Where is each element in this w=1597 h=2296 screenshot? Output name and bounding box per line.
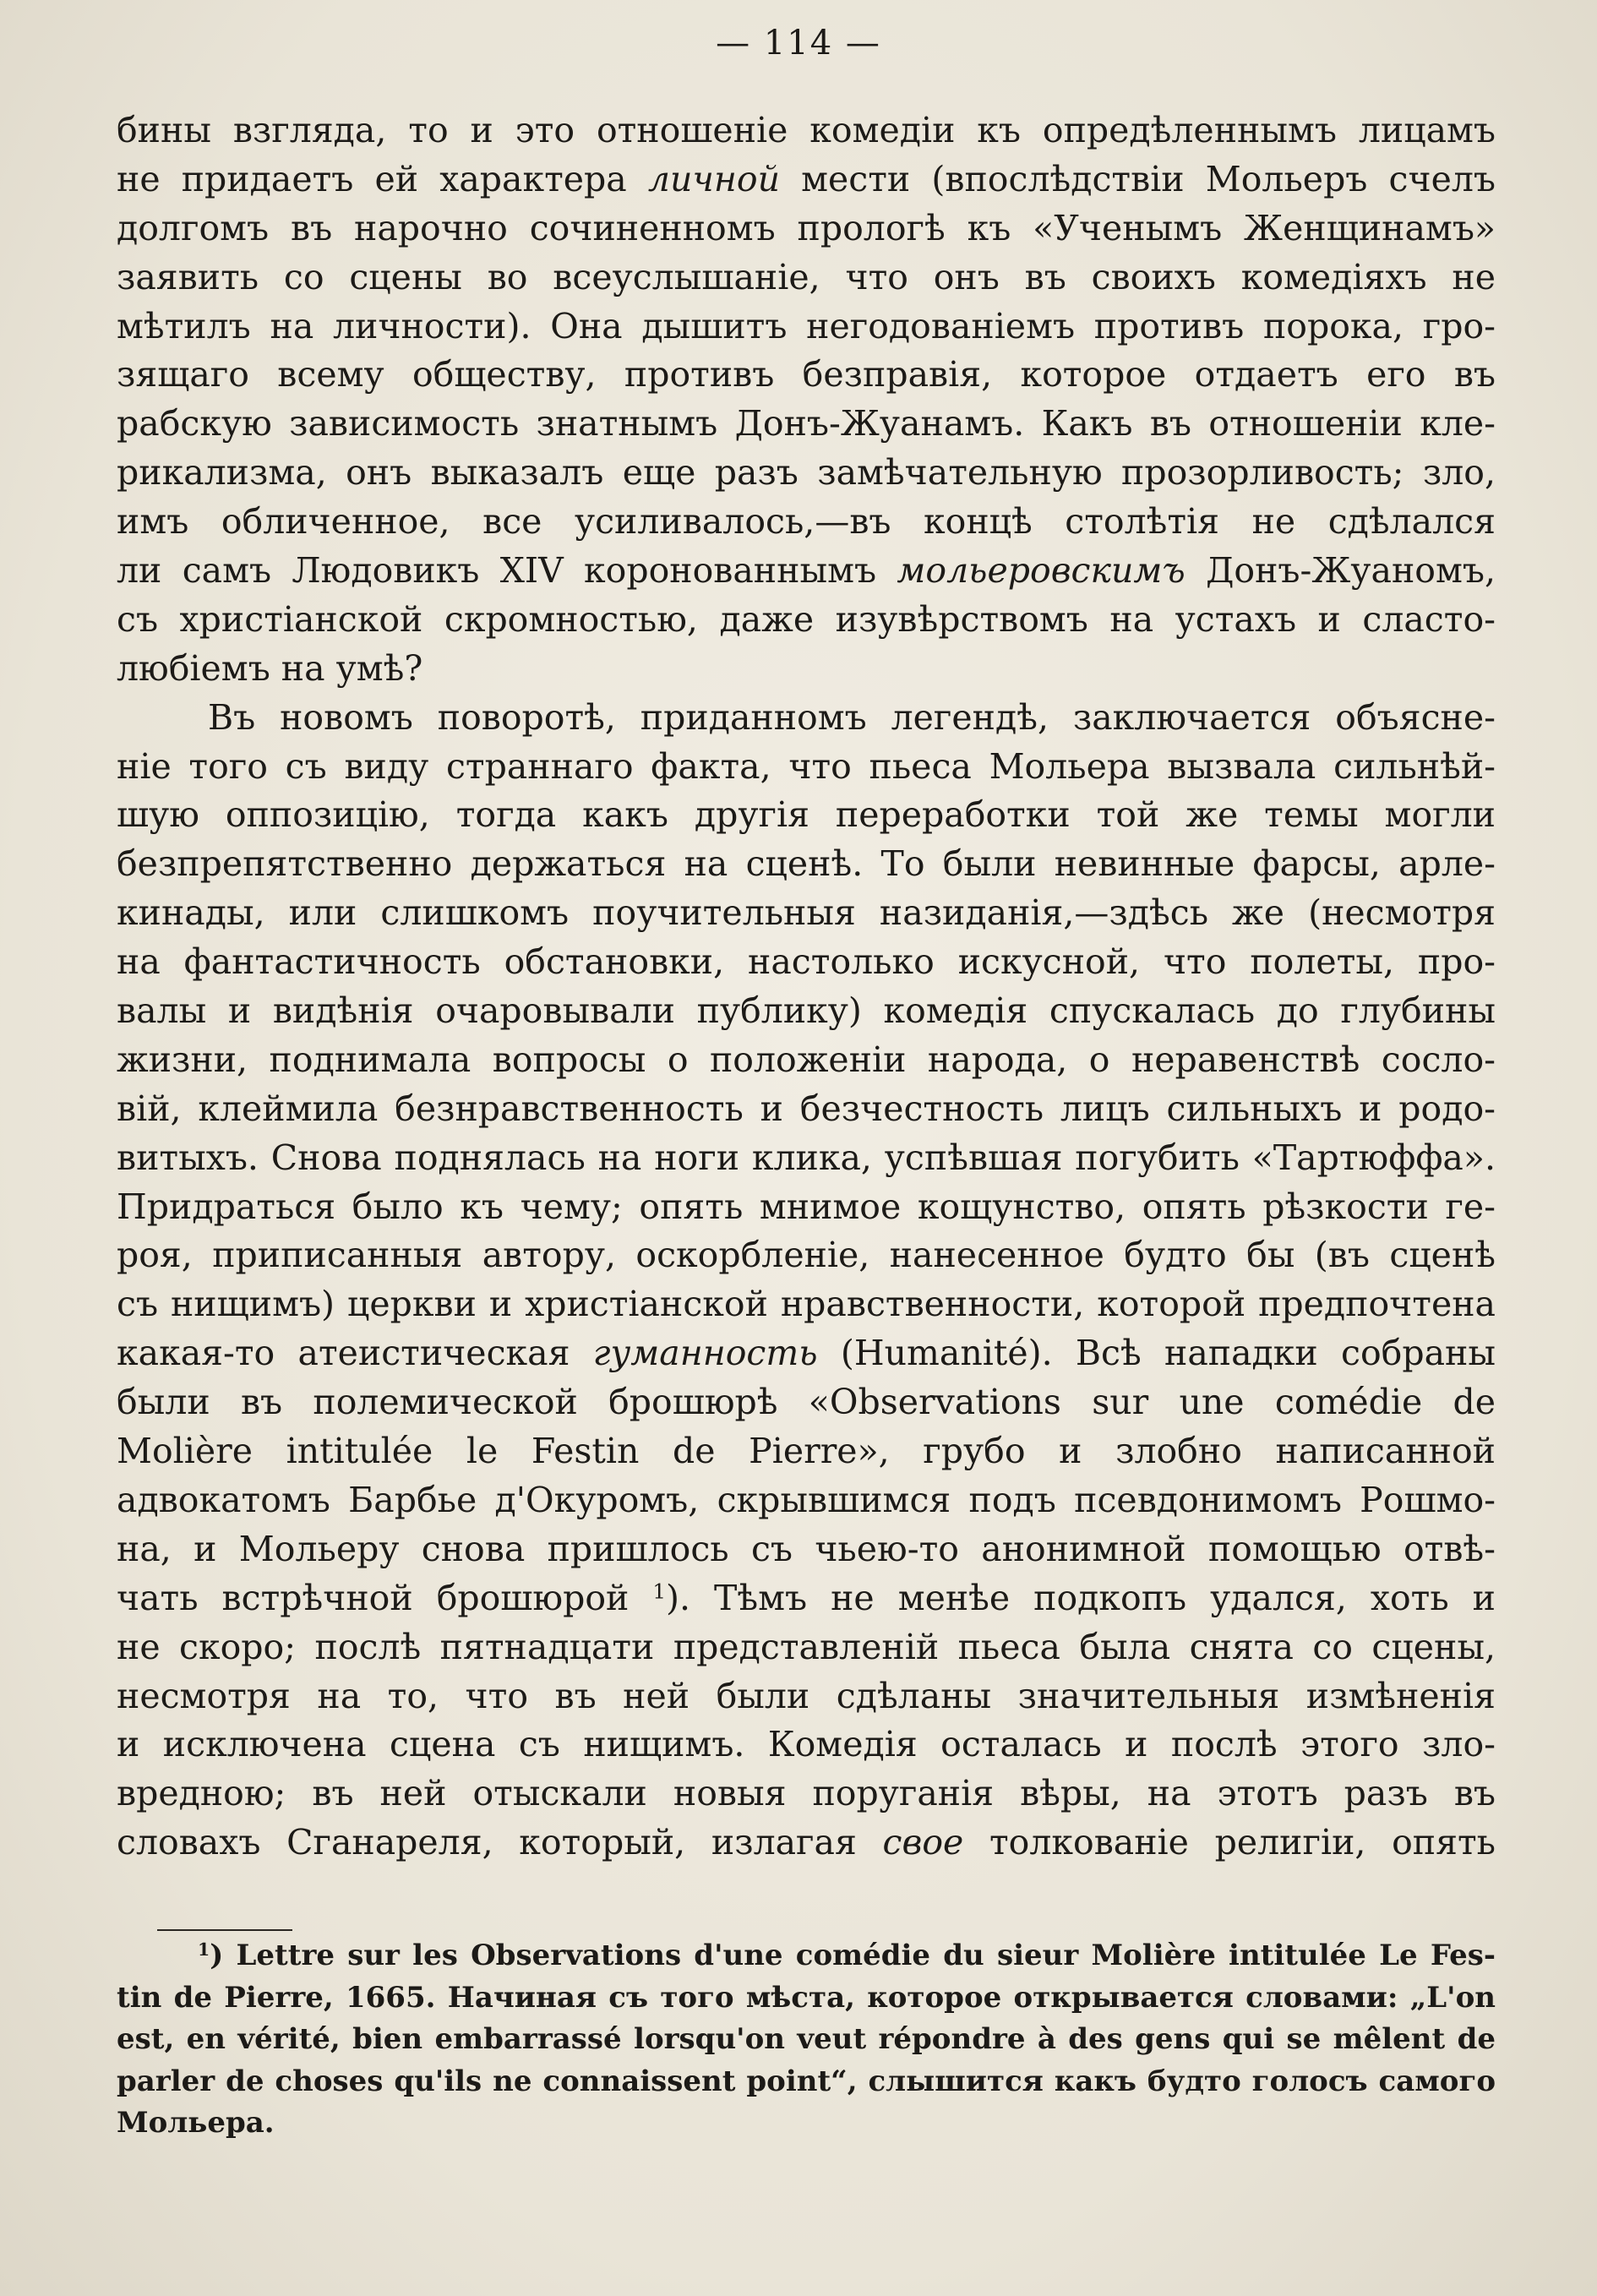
text-line (117, 743, 1496, 792)
line-text: адвокатомъ Барбье д'Окуромъ, скрывшимся подъ псевдонимомъ Рошмо- (117, 1479, 1496, 1520)
line-text: ли самъ Людовикъ XIV коронованнымъ (117, 550, 897, 592)
line-text: на, и Мольеру снова пришлось съ чьею-то анонимной помощью отвѣ- (117, 1528, 1496, 1569)
line-text: вредною; въ ней отыскали новыя поруганія вѣры, на этотъ разъ въ (117, 1773, 1496, 1814)
text-line (117, 1036, 1496, 1085)
text-line (117, 1231, 1496, 1280)
line-text: толкованіе религіи, опять (963, 1822, 1496, 1863)
page-number: — 114 — (716, 24, 881, 63)
line-text: вій, клеймила безнравственность и безчестность лицъ сильныхъ и родо- (117, 1088, 1496, 1129)
text-line (117, 400, 1496, 449)
line-text: роя, приписанныя автору, оскорбленіе, нанесенное будто бы (въ сценѣ (117, 1235, 1496, 1276)
line-text: шую оппозицію, тогда какъ другія переработки той же темы могли (117, 794, 1496, 836)
text-line (117, 155, 1496, 205)
line-text: не придаетъ ей характера (117, 158, 648, 199)
line-text: на фантастичность обстановки, настолько искусной, что полеты, про- (117, 941, 1496, 983)
line-text: (Humanité). Всѣ нападки собраны (817, 1333, 1496, 1374)
line-text: Донъ-Жуаномъ, (1185, 550, 1496, 592)
footnote-line (117, 2102, 1496, 2145)
footnote-marker: 1 (198, 1939, 210, 1960)
line-text: чать встрѣчной брошюрой (117, 1577, 653, 1618)
line-text: словахъ Сганареля, который, излагая (117, 1822, 883, 1863)
text-line (117, 205, 1496, 254)
line-text: жизни, поднимала вопросы о положеніи народа, о неравенствѣ сосло- (117, 1039, 1496, 1080)
line-text: и исключена сцена съ нищимъ. Комедія осталась и послѣ этого зло- (117, 1724, 1496, 1765)
text-line (117, 1329, 1496, 1378)
text-line (117, 694, 1496, 743)
text-line (117, 254, 1496, 303)
text-line (117, 106, 1496, 155)
line-text: были въ полемической брошюрѣ «Observations sur une comédie de (117, 1382, 1496, 1423)
body-text (117, 106, 1496, 1868)
text-line (117, 1672, 1496, 1721)
line-text: кинады, или слишкомъ поучительныя назиданія,—здѣсь же (несмотря (117, 892, 1496, 934)
line-text: мѣтилъ на личности). Она дышитъ негодованіемъ противъ порока, гро- (117, 305, 1496, 346)
line-text: Придраться было къ чему; опять мнимое кощунство, опять рѣзкости ге- (117, 1186, 1496, 1227)
text-line (117, 1623, 1496, 1672)
text-line (117, 547, 1496, 596)
line-text: бины взгляда, то и это отношеніе комедіи къ опредѣленнымъ лицамъ (117, 110, 1496, 150)
line-text: съ христіанской скромностью, даже изувѣрствомъ на устахъ и сласто- (117, 598, 1496, 640)
text-line (117, 1574, 1496, 1623)
text-line (117, 596, 1496, 645)
text-line (117, 938, 1496, 987)
line-text: безпрепятственно держаться на сценѣ. То были невинные фарсы, арле- (117, 843, 1496, 885)
line-text: рикализма, онъ выказалъ еще разъ замѣчательную прозорливость; зло, (117, 452, 1496, 494)
italic-emphasis: мольеровскимъ (897, 550, 1185, 592)
text-line (117, 1134, 1496, 1183)
line-text: Molière intitulée le Festin de Pierre», грубо и злобно написанной (117, 1431, 1496, 1472)
text-line (117, 1721, 1496, 1770)
footnote-divider (157, 1929, 292, 1931)
line-text: несмотря на то, что въ ней были сдѣланы значительныя измѣненія (117, 1675, 1496, 1716)
text-line (117, 791, 1496, 840)
line-text: ніе того съ виду страннаго факта, что пьеса Мольера вызвала сильнѣй- (117, 745, 1496, 787)
footnote-reference: 1 (652, 1579, 667, 1604)
line-text: est, en vérité, bien embarrassé lorsqu'on veut répondre à des gens qui se mêlent de (117, 2022, 1496, 2056)
text-line (117, 303, 1496, 352)
line-text: любіемъ на умѣ? (117, 647, 423, 689)
text-line (117, 1770, 1496, 1819)
text-line (117, 987, 1496, 1036)
line-text: не скоро; послѣ пятнадцати представленій пьеса была снята со сцены, (117, 1626, 1496, 1667)
text-line (117, 498, 1496, 547)
line-text: витыхъ. Снова поднялась на ноги клика, успѣвшая погубить «Тартюффа». (117, 1137, 1496, 1178)
line-text: рабскую зависимость знатнымъ Донъ-Жуанамъ. Какъ въ отношеніи кле- (117, 403, 1496, 444)
text-line (117, 1476, 1496, 1525)
text-line (117, 1280, 1496, 1329)
text-line (117, 645, 1496, 694)
line-text: имъ обличенное, все усиливалось,—въ концѣ столѣтія не сдѣлался (117, 501, 1496, 543)
text-line (117, 1183, 1496, 1232)
line-text: заявить со сцены во всеуслышаніе, что онъ въ своихъ комедіяхъ не (117, 256, 1496, 297)
text-line (117, 1085, 1496, 1134)
footnote-line (117, 1935, 1496, 1977)
line-text: Въ новомъ поворотѣ, приданномъ легендѣ, заключается объясне- (208, 696, 1496, 738)
text-line (117, 1378, 1496, 1427)
text-line (117, 840, 1496, 889)
italic-emphasis: личной (647, 158, 780, 199)
text-line (117, 889, 1496, 938)
text-line (117, 1427, 1496, 1476)
italic-emphasis: свое (882, 1822, 964, 1863)
line-text: tin de Pierre, 1665. Начиная съ того мѣста, которое открывается словами: „L'on (117, 1980, 1496, 2015)
line-text: какая-то атеистическая (117, 1333, 593, 1374)
text-line (117, 449, 1496, 498)
line-text: parler de choses qu'ils ne connaissent point“, слышится какъ будто голосъ самого (117, 2064, 1496, 2098)
line-text: мести (впослѣдствіи Мольеръ счелъ (780, 158, 1496, 199)
text-line (117, 1819, 1496, 1868)
footnote-line (117, 2061, 1496, 2103)
footnote-line (117, 1977, 1496, 2020)
line-text: зящаго всему обществу, противъ безправія, которое отдаетъ его въ (117, 354, 1496, 395)
footnote-line (117, 2019, 1496, 2061)
text-line (117, 1525, 1496, 1574)
line-text: долгомъ въ нарочно сочиненномъ прологѣ къ «Ученымъ Женщинамъ» (117, 207, 1496, 248)
text-line (117, 351, 1496, 400)
footnote (117, 1935, 1496, 2145)
line-text: валы и видѣнія очаровывали публику) комедія спускалась до глубины (117, 990, 1496, 1032)
line-text: ) Lettre sur les Observations d'une comédie du sieur Molière intitulée Le Fes- (210, 1939, 1496, 1972)
italic-emphasis: гуманность (592, 1333, 818, 1374)
line-text: ). Тѣмъ не менѣе подкопъ удался, хоть и (666, 1577, 1496, 1618)
line-text: Мольера. (117, 2106, 275, 2140)
line-text: съ нищимъ) церкви и христіанской нравственности, которой предпочтена (117, 1284, 1496, 1325)
